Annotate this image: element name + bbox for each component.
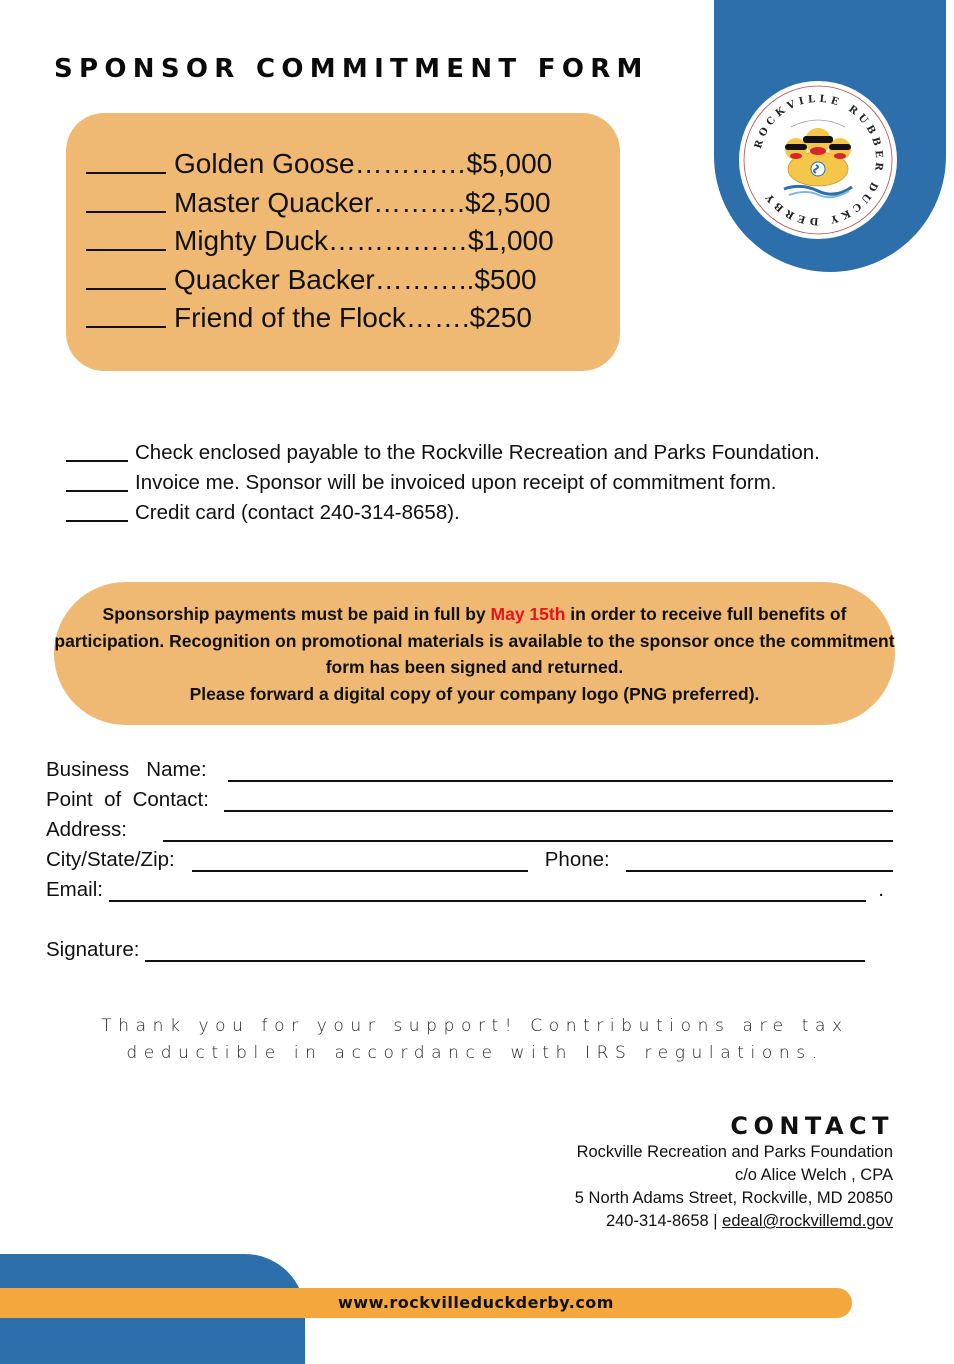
payment-checkbox-line[interactable] (66, 438, 128, 462)
point-of-contact-row (46, 788, 893, 812)
payment-options (66, 438, 820, 528)
tier-checkbox-line[interactable] (86, 299, 166, 328)
payment-option-label: Invoice me. Sponsor will be invoiced upon receipt of commitment form. (135, 471, 777, 494)
page-title: SPONSOR COMMITMENT FORM (54, 54, 649, 84)
tier-leader: ………… (354, 148, 467, 179)
contact-block (575, 1141, 893, 1233)
tier-mighty-duck (86, 222, 554, 261)
payment-option-check (66, 438, 820, 468)
tier-checkbox-line[interactable] (86, 184, 166, 213)
contact-phone: 240-314-8658 (605, 1212, 709, 1230)
contact-address: 5 North Adams Street, Rockville, MD 20850 (574, 1189, 893, 1207)
contact-email-link[interactable]: edeal@rockvillemd.gov (722, 1212, 893, 1230)
email-field[interactable] (109, 878, 866, 902)
thank-you-line-1: Thank you for your support! Contributions are tax (101, 1016, 849, 1036)
payment-notice-text (54, 601, 895, 707)
city-phone-row (46, 848, 893, 872)
city-state-zip-label: City/State/Zip: (46, 848, 175, 871)
tier-leader: …………… (328, 225, 469, 257)
payment-checkbox-line[interactable] (66, 468, 128, 492)
address-row (46, 818, 893, 842)
signature-label: Signature: (46, 938, 140, 961)
tier-name: Golden Goose (174, 148, 355, 179)
point-of-contact-label: Point of Contact: (46, 788, 209, 811)
phone-label: Phone: (544, 848, 610, 871)
phone-field[interactable] (626, 848, 893, 872)
business-name-row (46, 758, 893, 782)
tier-quacker-backer (86, 261, 554, 300)
tier-leader: ……. (405, 302, 470, 334)
rubber-duck-logo-icon (739, 81, 897, 239)
notice-logo-request: Please forward a digital copy of your company logo (PNG preferred). (189, 683, 760, 704)
tier-leader: ……….. (374, 263, 475, 295)
tier-name: Friend of the Flock (174, 302, 406, 334)
tier-checkbox-line[interactable] (86, 145, 166, 174)
tier-master-quacker (86, 184, 554, 223)
thank-you-message (60, 1013, 890, 1067)
tier-friend-of-the-flock (86, 299, 554, 338)
svg-text:ROCKVILLE RUBBER DUCKY DERBY: ROCKVILLE RUBBER DUCKY DERBY (753, 93, 885, 227)
thank-you-line-2: deductible in accordance with IRS regulations. (126, 1043, 824, 1063)
tier-price: $5,000 (466, 148, 553, 179)
duck-group-icon (785, 128, 851, 186)
payment-checkbox-line[interactable] (66, 498, 128, 522)
address-field[interactable] (163, 818, 893, 842)
contact-org: Rockville Recreation and Parks Foundation (576, 1143, 893, 1161)
payment-option-invoice (66, 468, 820, 498)
signature-row (46, 938, 865, 962)
contact-phone-email (575, 1210, 893, 1233)
email-label: Email: (46, 878, 103, 901)
signature-field[interactable] (145, 938, 865, 962)
sponsorship-tier-list (86, 145, 554, 338)
tier-checkbox-line[interactable] (86, 222, 166, 251)
payment-option-label: Check enclosed payable to the Rockville Recreation and Parks Foundation. (135, 441, 820, 464)
tier-name: Quacker Backer (174, 263, 375, 295)
payment-deadline: May 15th (490, 604, 566, 624)
notice-text-part1: Sponsorship payments must be paid in full by (102, 604, 491, 624)
tier-checkbox-line[interactable] (86, 261, 166, 290)
business-name-field[interactable] (228, 758, 893, 782)
point-of-contact-field[interactable] (224, 788, 893, 812)
website-link[interactable]: www.rockvilleduckderby.com (338, 1293, 614, 1312)
contact-heading: CONTACT (730, 1112, 894, 1140)
payment-option-label: Credit card (contact 240-314-8658). (135, 501, 460, 524)
tier-price: $1,000 (468, 225, 554, 257)
tier-leader: ………. (373, 186, 465, 218)
tier-price: $250 (469, 302, 532, 334)
payment-option-credit-card (66, 498, 820, 528)
address-label: Address: (46, 818, 127, 841)
business-name-label: Business Name: (46, 758, 207, 781)
tier-name: Master Quacker (174, 186, 374, 218)
tier-golden-goose (86, 145, 554, 184)
contact-attn: c/o Alice Welch , CPA (734, 1166, 893, 1184)
email-row (46, 878, 884, 902)
tier-price: $2,500 (464, 186, 551, 218)
city-state-zip-field[interactable] (192, 848, 528, 872)
tier-name: Mighty Duck (174, 225, 329, 257)
tier-price: $500 (474, 263, 537, 295)
email-trailing-dot: . (878, 878, 884, 901)
contact-separator: | (708, 1212, 723, 1230)
notice-text-part2: in order to receive full benefits of participation. Recognition on promotional materials is available to the sponsor once the commitment form has been signed and returned. (54, 604, 895, 677)
